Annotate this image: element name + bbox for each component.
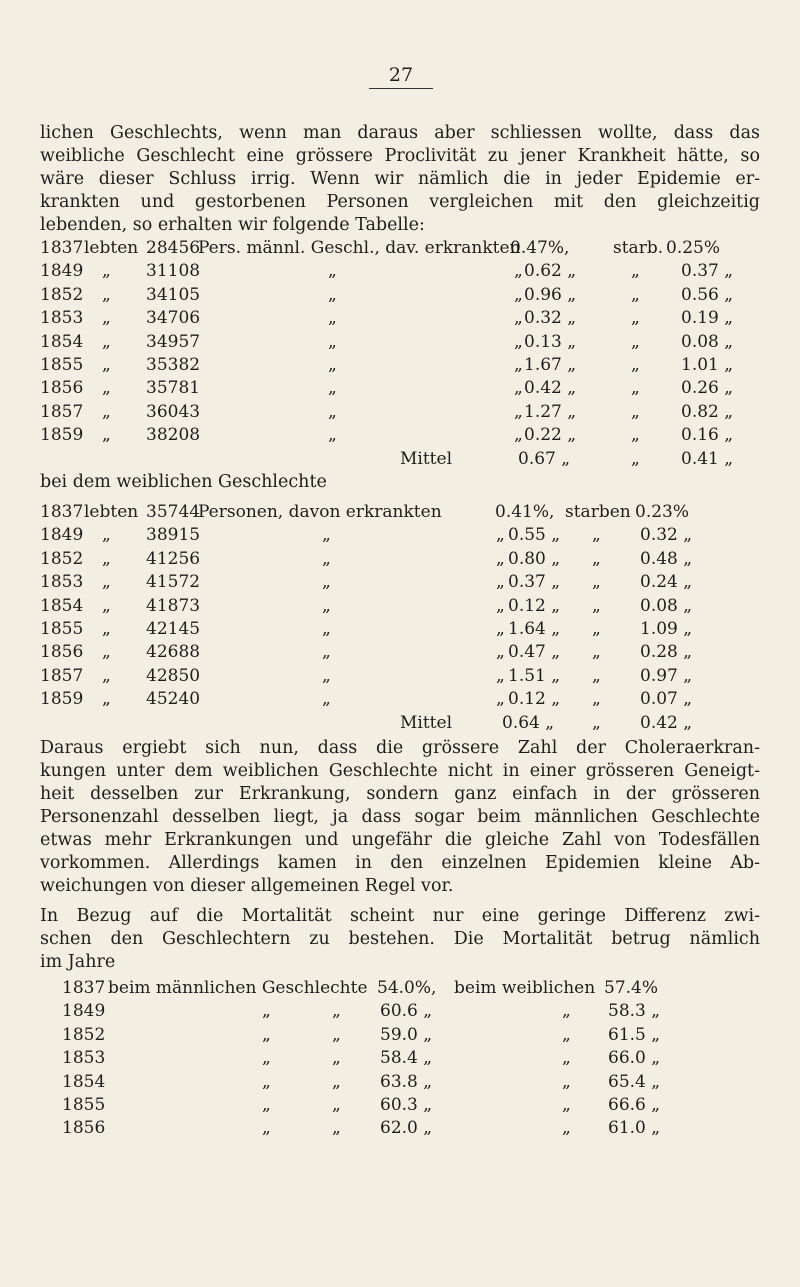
cell-ditto: „ [514, 284, 523, 305]
cell-ditto: „ [514, 425, 523, 446]
cell-population: 34706 [146, 308, 201, 329]
cell-ditto: „ [514, 401, 523, 422]
cell-ditto: „ [328, 261, 337, 282]
table-row [40, 572, 762, 595]
cell-population: 34957 [146, 331, 201, 352]
cell-female-percent: 61.0 „ [608, 1118, 661, 1139]
table-row [62, 1025, 784, 1048]
cell-ditto: „ [322, 618, 331, 639]
cell-ditto: „ [631, 284, 640, 305]
cell-ditto: „ [102, 548, 111, 569]
subheading-female: bei dem weiblichen Geschlechte [40, 472, 327, 492]
cell-ditto: „ [631, 331, 640, 352]
mean-sick: 0.67 „ [518, 448, 571, 469]
cell-year: 1853 [40, 572, 84, 593]
header-year: 1837 [40, 238, 84, 258]
cell-ditto: „ [328, 425, 337, 446]
cell-sick-percent: 0.13 „ [524, 331, 577, 352]
cell-ditto: „ [332, 1118, 341, 1139]
cell-ditto: „ [496, 642, 505, 663]
cell-ditto: „ [514, 261, 523, 282]
cell-sick-percent: 0.12 „ [508, 689, 561, 710]
header-sick-percent: 0.41%, [495, 502, 555, 522]
table-male [40, 238, 762, 472]
cell-ditto: „ [496, 689, 505, 710]
table-row [40, 402, 762, 425]
header-word-male: beim männlichen Geschlechte [108, 978, 368, 998]
cell-year: 1852 [62, 1024, 106, 1045]
cell-ditto: „ [496, 548, 505, 569]
cell-dead-percent: 0.97 „ [640, 665, 693, 686]
cell-dead-percent: 0.24 „ [640, 572, 693, 593]
table-mortality-header-row [62, 978, 784, 1001]
cell-male-percent: 60.6 „ [380, 1001, 433, 1022]
cell-ditto: „ [631, 308, 640, 329]
header-female-percent: 57.4% [604, 978, 659, 998]
table-row [40, 355, 762, 378]
cell-ditto: „ [262, 1071, 271, 1092]
cell-ditto: „ [102, 331, 111, 352]
cell-ditto: „ [262, 1001, 271, 1022]
cell-sick-percent: 0.80 „ [508, 548, 561, 569]
table-mortality [62, 978, 784, 1142]
text-line: weichungen von dieser allgemeinen Regel vor. [40, 876, 454, 896]
cell-ditto: „ [262, 1118, 271, 1139]
header-year: 1837 [62, 978, 106, 998]
cell-ditto: „ [322, 548, 331, 569]
mean-label: Mittel [400, 448, 453, 469]
cell-dead-percent: 0.07 „ [640, 689, 693, 710]
cell-population: 42850 [146, 665, 201, 686]
cell-female-percent: 61.5 „ [608, 1024, 661, 1045]
text-line: vorkommen. Allerdings kamen in den einzelnen Epidemien kleine Ab- [40, 853, 760, 873]
cell-dead-percent: 0.48 „ [640, 548, 693, 569]
text-line: schen den Geschlechtern zu bestehen. Die Mortalität betrug nämlich [40, 929, 760, 949]
cell-ditto: „ [328, 331, 337, 352]
header-word-starb: starb. [613, 238, 664, 258]
cell-ditto: „ [631, 261, 640, 282]
cell-population: 35781 [146, 378, 201, 399]
cell-dead-percent: 0.08 „ [681, 331, 734, 352]
cell-year: 1853 [62, 1048, 106, 1069]
cell-population: 41873 [146, 595, 201, 616]
cell-year: 1852 [40, 284, 84, 305]
text-line: kungen unter dem weiblichen Geschlechte nicht in einer grösseren Geneigt- [40, 761, 760, 781]
paragraph-conclusion [40, 737, 760, 898]
mean-ditto: „ [592, 712, 601, 733]
cell-ditto: „ [562, 1001, 571, 1022]
cell-ditto: „ [322, 595, 331, 616]
cell-dead-percent: 0.28 „ [640, 642, 693, 663]
cell-ditto: „ [332, 1094, 341, 1115]
cell-ditto: „ [592, 548, 601, 569]
cell-female-percent: 65.4 „ [608, 1071, 661, 1092]
cell-population: 31108 [146, 261, 201, 282]
cell-sick-percent: 1.67 „ [524, 354, 577, 375]
cell-ditto: „ [496, 572, 505, 593]
table-row [62, 1001, 784, 1024]
cell-ditto: „ [562, 1118, 571, 1139]
table-male-header-row [40, 238, 762, 261]
cell-ditto: „ [102, 261, 111, 282]
mean-dead: 0.41 „ [681, 448, 734, 469]
cell-ditto: „ [328, 284, 337, 305]
cell-ditto: „ [102, 689, 111, 710]
paragraph-intro [40, 122, 760, 237]
cell-ditto: „ [514, 308, 523, 329]
cell-year: 1852 [40, 548, 84, 569]
cell-population: 42145 [146, 618, 201, 639]
cell-ditto: „ [262, 1094, 271, 1115]
cell-population: 41256 [146, 548, 201, 569]
header-dead-percent: 0.25% [666, 238, 721, 258]
cell-ditto: „ [102, 401, 111, 422]
cell-sick-percent: 0.62 „ [524, 261, 577, 282]
table-row [62, 1048, 784, 1071]
cell-year: 1859 [40, 425, 84, 446]
mean-dead: 0.42 „ [640, 712, 693, 733]
table-row [62, 1095, 784, 1118]
cell-year: 1849 [40, 261, 84, 282]
cell-population: 34105 [146, 284, 201, 305]
cell-year: 1849 [62, 1001, 106, 1022]
cell-ditto: „ [322, 665, 331, 686]
cell-ditto: „ [562, 1024, 571, 1045]
table-row [40, 642, 762, 665]
mean-label: Mittel [400, 712, 453, 733]
cell-dead-percent: 0.82 „ [681, 401, 734, 422]
table-row [40, 525, 762, 548]
cell-population: 36043 [146, 401, 201, 422]
header-word-lebten: lebten [84, 238, 139, 258]
header-population: 28456 [146, 238, 201, 258]
cell-ditto: „ [102, 618, 111, 639]
cell-ditto: „ [592, 572, 601, 593]
table-row [40, 378, 762, 401]
cell-ditto: „ [332, 1024, 341, 1045]
cell-ditto: „ [322, 642, 331, 663]
table-row [40, 596, 762, 619]
cell-ditto: „ [332, 1071, 341, 1092]
text-line: weibliche Geschlecht eine grössere Proclivität zu jener Krankheit hätte, so [40, 146, 760, 166]
cell-year: 1855 [40, 618, 84, 639]
cell-population: 41572 [146, 572, 201, 593]
cell-ditto: „ [102, 665, 111, 686]
cell-ditto: „ [102, 354, 111, 375]
cell-ditto: „ [322, 525, 331, 546]
cell-ditto: „ [592, 618, 601, 639]
page-number: 27 [40, 64, 762, 86]
cell-ditto: „ [102, 284, 111, 305]
cell-dead-percent: 0.16 „ [681, 425, 734, 446]
table-row [40, 425, 762, 448]
cell-ditto: „ [322, 572, 331, 593]
cell-year: 1855 [40, 354, 84, 375]
header-word-lebten: lebten [84, 502, 139, 522]
cell-dead-percent: 0.32 „ [640, 525, 693, 546]
table-row [40, 285, 762, 308]
cell-sick-percent: 0.96 „ [524, 284, 577, 305]
cell-ditto: „ [562, 1094, 571, 1115]
cell-year: 1854 [40, 595, 84, 616]
cell-ditto: „ [562, 1071, 571, 1092]
table-row [40, 261, 762, 284]
cell-year: 1857 [40, 401, 84, 422]
cell-ditto: „ [328, 401, 337, 422]
cell-dead-percent: 1.09 „ [640, 618, 693, 639]
cell-ditto: „ [102, 595, 111, 616]
text-line: Personenzahl desselben liegt, ja dass sogar beim männlichen Geschlechte [40, 807, 760, 827]
cell-ditto: „ [631, 425, 640, 446]
cell-sick-percent: 0.12 „ [508, 595, 561, 616]
cell-ditto: „ [496, 595, 505, 616]
cell-dead-percent: 0.26 „ [681, 378, 734, 399]
text-line: krankten und gestorbenen Personen vergleichen mit den gleichzeitig [40, 192, 760, 212]
header-population: 35744 [146, 502, 201, 522]
cell-year: 1856 [40, 642, 84, 663]
cell-ditto: „ [332, 1001, 341, 1022]
table-row [40, 619, 762, 642]
cell-ditto: „ [592, 689, 601, 710]
mean-ditto: „ [631, 448, 640, 469]
document-page [40, 0, 762, 1287]
cell-ditto: „ [592, 525, 601, 546]
text-line: heit desselben zur Erkrankung, sondern ganz einfach in der grösseren [40, 784, 760, 804]
cell-ditto: „ [102, 525, 111, 546]
cell-population: 42688 [146, 642, 201, 663]
header-year: 1837 [40, 502, 84, 522]
cell-year: 1853 [40, 308, 84, 329]
cell-male-percent: 60.3 „ [380, 1094, 433, 1115]
cell-ditto: „ [102, 572, 111, 593]
text-line: In Bezug auf die Mortalität scheint nur eine geringe Differenz zwi- [40, 906, 760, 926]
table-female-mean-row [40, 713, 762, 736]
cell-male-percent: 58.4 „ [380, 1048, 433, 1069]
cell-dead-percent: 0.19 „ [681, 308, 734, 329]
cell-ditto: „ [102, 425, 111, 446]
header-word-female: beim weiblichen [454, 978, 596, 998]
cell-year: 1849 [40, 525, 84, 546]
cell-population: 45240 [146, 689, 201, 710]
cell-female-percent: 66.0 „ [608, 1048, 661, 1069]
cell-sick-percent: 1.51 „ [508, 665, 561, 686]
cell-population: 38915 [146, 525, 201, 546]
table-row [40, 666, 762, 689]
cell-sick-percent: 0.32 „ [524, 308, 577, 329]
table-row [40, 689, 762, 712]
cell-ditto: „ [332, 1048, 341, 1069]
table-male-mean-row [40, 449, 762, 472]
cell-sick-percent: 0.42 „ [524, 378, 577, 399]
cell-ditto: „ [592, 642, 601, 663]
cell-female-percent: 66.6 „ [608, 1094, 661, 1115]
cell-dead-percent: 0.56 „ [681, 284, 734, 305]
cell-sick-percent: 0.55 „ [508, 525, 561, 546]
cell-male-percent: 59.0 „ [380, 1024, 433, 1045]
cell-dead-percent: 0.37 „ [681, 261, 734, 282]
cell-year: 1856 [62, 1118, 106, 1139]
table-row [62, 1118, 784, 1141]
table-female-header-row [40, 502, 762, 525]
cell-dead-percent: 1.01 „ [681, 354, 734, 375]
cell-ditto: „ [514, 354, 523, 375]
cell-ditto: „ [562, 1048, 571, 1069]
table-row [62, 1072, 784, 1095]
cell-dead-percent: 0.08 „ [640, 595, 693, 616]
header-word-starben: starben [565, 502, 631, 522]
mean-sick: 0.64 „ [502, 712, 555, 733]
cell-year: 1854 [62, 1071, 106, 1092]
table-row [40, 549, 762, 572]
header-description: Pers. männl. Geschl., dav. erkrankten [198, 238, 521, 258]
cell-male-percent: 63.8 „ [380, 1071, 433, 1092]
cell-ditto: „ [322, 689, 331, 710]
table-row [40, 332, 762, 355]
cell-ditto: „ [102, 308, 111, 329]
cell-sick-percent: 0.47 „ [508, 642, 561, 663]
cell-ditto: „ [496, 665, 505, 686]
cell-ditto: „ [514, 378, 523, 399]
header-sick-percent: 0.47%, [510, 238, 570, 258]
paragraph-mortality [40, 905, 760, 974]
cell-ditto: „ [328, 354, 337, 375]
cell-year: 1857 [40, 665, 84, 686]
cell-population: 38208 [146, 425, 201, 446]
text-line: lebenden, so erhalten wir folgende Tabelle: [40, 215, 425, 235]
header-dead-percent: 0.23% [635, 502, 690, 522]
cell-sick-percent: 0.37 „ [508, 572, 561, 593]
cell-ditto: „ [592, 595, 601, 616]
cell-sick-percent: 1.27 „ [524, 401, 577, 422]
text-line: etwas mehr Erkrankungen und ungefähr die gleiche Zahl von Todesfällen [40, 830, 760, 850]
text-line: Daraus ergiebt sich nun, dass die grössere Zahl der Choleraerkran- [40, 738, 760, 758]
header-description: Personen, davon erkrankten [198, 502, 442, 522]
text-line: im Jahre [40, 952, 116, 972]
cell-ditto: „ [262, 1048, 271, 1069]
cell-ditto: „ [631, 401, 640, 422]
header-male-percent: 54.0%, [377, 978, 437, 998]
cell-ditto: „ [102, 642, 111, 663]
table-female [40, 502, 762, 736]
cell-ditto: „ [631, 378, 640, 399]
cell-ditto: „ [102, 378, 111, 399]
cell-sick-percent: 1.64 „ [508, 618, 561, 639]
cell-sick-percent: 0.22 „ [524, 425, 577, 446]
cell-year: 1855 [62, 1094, 106, 1115]
cell-year: 1854 [40, 331, 84, 352]
cell-ditto: „ [262, 1024, 271, 1045]
cell-year: 1856 [40, 378, 84, 399]
text-line: lichen Geschlechts, wenn man daraus aber schliessen wollte, dass das [40, 123, 760, 143]
cell-ditto: „ [496, 618, 505, 639]
cell-male-percent: 62.0 „ [380, 1118, 433, 1139]
cell-ditto: „ [631, 354, 640, 375]
cell-ditto: „ [496, 525, 505, 546]
text-line: wäre dieser Schluss irrig. Wenn wir nämlich die in jeder Epidemie er- [40, 169, 760, 189]
cell-ditto: „ [328, 378, 337, 399]
cell-female-percent: 58.3 „ [608, 1001, 661, 1022]
cell-population: 35382 [146, 354, 201, 375]
cell-year: 1859 [40, 689, 84, 710]
cell-ditto: „ [514, 331, 523, 352]
table-row [40, 308, 762, 331]
cell-ditto: „ [592, 665, 601, 686]
cell-ditto: „ [328, 308, 337, 329]
